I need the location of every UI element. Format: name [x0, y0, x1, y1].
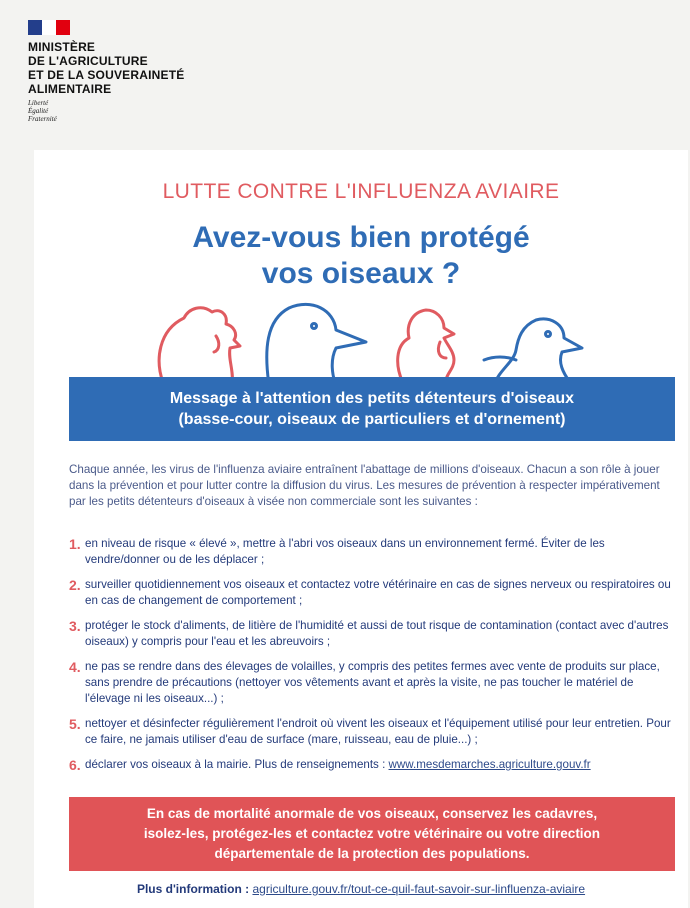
measure-text: surveiller quotidiennement vos oiseaux et contactez votre vétérinaire en cas de signes nerveux ou respiratoires ou en cas de changement de comportement ; — [85, 578, 671, 607]
intro-paragraph: Chaque année, les virus de l'influenza aviaire entraînent l'abattage de millions d'oiseaux. Chacun a son rôle à jouer dans la prévention et pour lutter contre la diffusion du virus. Les mesures de prévention à respecter impérativement par les petits détenteurs d'oiseaux à visée non commerciale sont les suivantes : — [69, 463, 660, 508]
measure-item — [69, 577, 675, 609]
measure-number: 5. — [69, 716, 81, 732]
headline-line-2: vos oiseaux ? — [261, 257, 461, 290]
republic-motto: Liberté Égalité Fraternité — [28, 99, 57, 123]
measure-item — [69, 536, 675, 568]
bird-illustrations — [154, 290, 584, 390]
audience-banner — [69, 377, 675, 441]
measure-text-lead: déclarer vos oiseaux à la mairie. Plus de renseignements : — [85, 758, 389, 771]
measure-number: 1. — [69, 536, 81, 552]
hen-icon — [159, 308, 240, 385]
mesdemarches-link[interactable]: www.mesdemarches.agriculture.gouv.fr — [388, 758, 591, 771]
measure-number: 6. — [69, 757, 81, 773]
measure-item — [69, 716, 675, 748]
measure-text: ne pas se rendre dans des élevages de volailles, y compris des petites fermes avec vente de produits sur place, sans prendre de précautions (nettoyer vos vêtements avant et après la visite, ne pas toucher le matériel de l'élevage ni les oiseaux...) ; — [85, 660, 660, 705]
measure-text — [85, 757, 675, 773]
measure-item — [69, 659, 675, 707]
measure-number: 2. — [69, 577, 81, 593]
headline-line-1: Avez-vous bien protégé — [192, 221, 530, 254]
measure-item — [69, 757, 675, 773]
flag-icon — [28, 20, 70, 35]
measure-text: nettoyer et désinfecter régulièrement l'endroit où vivent les oiseaux et l'équipement utilisé pour leur entretien. Pour ce faire, ne jamais utiliser d'eau de surface (mare, ruisseau, eau de pluie...) ; — [85, 717, 671, 746]
measure-text: protéger le stock d'aliments, de litière de l'humidité et aussi de tout risque de contamination (contact avec d'autres oiseaux) y compris pour l'eau et les abreuvoirs ; — [85, 619, 669, 648]
duck-icon — [267, 304, 366, 385]
mortality-alert — [69, 797, 675, 871]
turkey-icon — [398, 310, 454, 385]
banner-text: Message à l'attention des petits détenteurs d'oiseaux (basse-cour, oiseaux de particuliers et d'ornement) — [169, 390, 575, 428]
measures-list — [69, 536, 675, 782]
alert-text: En cas de mortalité anormale de vos oiseaux, conservez les cadavres, isolez-les, protégez-les et contactez votre vétérinaire ou votre direction départementale de la protection des populations. — [143, 806, 601, 861]
more-info-label: Plus d'information : — [136, 882, 253, 896]
ministry-name: MINISTÈRE DE L'AGRICULTURE ET DE LA SOUVERAINETÉ ALIMENTAIRE — [28, 40, 185, 96]
goose-icon — [484, 319, 582, 385]
poster — [34, 150, 688, 908]
measure-text: en niveau de risque « élevé », mettre à l'abri vos oiseaux dans un environnement fermé. Éviter de les vendre/donner ou de les déplacer ; — [85, 537, 605, 566]
measure-number: 4. — [69, 659, 81, 675]
measure-number: 3. — [69, 618, 81, 634]
measure-item — [69, 618, 675, 650]
poster-kicker: LUTTE CONTRE L'INFLUENZA AVIAIRE — [162, 180, 560, 203]
ministry-header — [28, 20, 258, 123]
poster-headline — [34, 220, 688, 292]
more-info-link[interactable]: agriculture.gouv.fr/tout-ce-quil-faut-savoir-sur-linfluenza-aviaire — [252, 882, 586, 896]
more-info — [34, 882, 688, 896]
